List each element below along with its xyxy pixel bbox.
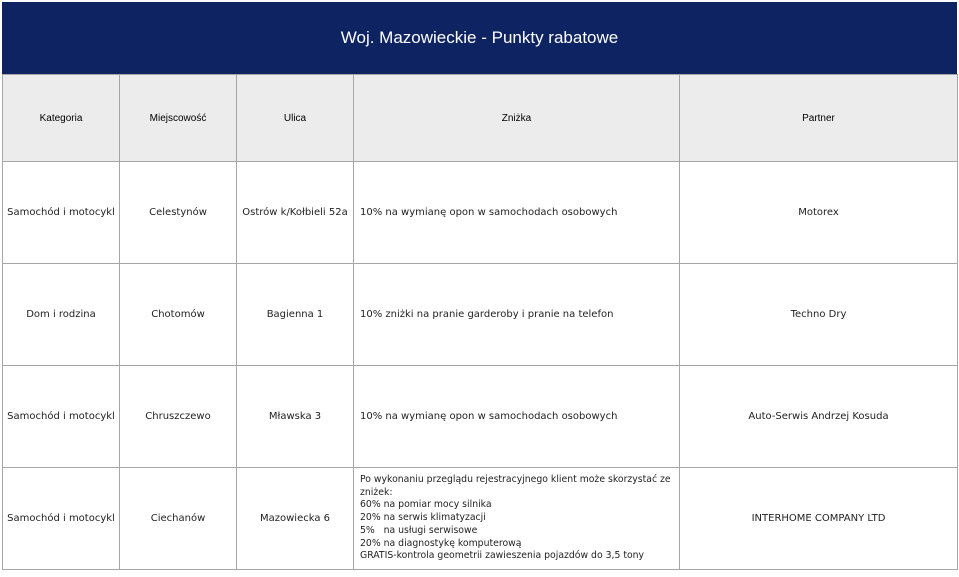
discount-cell: 10% na wymianę opon w samochodach osobowych: [354, 162, 680, 264]
column-header-category: Kategoria: [3, 75, 120, 162]
street-cell: Mławska 3: [237, 366, 354, 468]
table-row: [3, 162, 958, 264]
header-row: [3, 75, 958, 162]
city-cell: Chruszczewo: [120, 366, 237, 468]
column-header-street: Ulica: [237, 75, 354, 162]
discount-cell: 10% na wymianę opon w samochodach osobowych: [354, 366, 680, 468]
table-row: [3, 264, 958, 366]
sheet-title: Woj. Mazowieckie - Punkty rabatowe: [2, 2, 957, 74]
discount-table: [2, 74, 958, 570]
category-cell: Samochód i motocykl: [3, 366, 120, 468]
city-cell: Chotomów: [120, 264, 237, 366]
partner-cell: Motorex: [680, 162, 958, 264]
category-cell: Dom i rodzina: [3, 264, 120, 366]
city-cell: Ciechanów: [120, 468, 237, 570]
discount-line: 20% na serwis klimatyzacji: [360, 512, 486, 524]
category-cell: Samochód i motocykl: [3, 468, 120, 570]
column-header-discount: Zniżka: [354, 75, 680, 162]
table-row: [3, 468, 958, 570]
category-cell: Samochód i motocykl: [3, 162, 120, 264]
partner-cell: INTERHOME COMPANY LTD: [680, 468, 958, 570]
table-row: [3, 366, 958, 468]
partner-cell: Auto-Serwis Andrzej Kosuda: [680, 366, 958, 468]
discount-line: Po wykonaniu przeglądu rejestracyjnego klient może skorzystać ze zniżek:: [360, 474, 671, 498]
partner-cell: Techno Dry: [680, 264, 958, 366]
discount-cell: 10% zniżki na pranie garderoby i pranie na telefon: [354, 264, 680, 366]
discount-line: 20% na diagnostykę komputerową: [360, 537, 522, 549]
street-cell: Ostrów k/Kołbieli 52a: [237, 162, 354, 264]
column-header-city: Miejscowość: [120, 75, 237, 162]
discount-line: GRATIS-kontrola geometrii zawieszenia pojazdów do 3,5 tony: [360, 550, 645, 562]
street-cell: Mazowiecka 6: [237, 468, 354, 570]
discount-line: 60% na pomiar mocy silnika: [360, 499, 492, 511]
city-cell: Celestynów: [120, 162, 237, 264]
column-header-partner: Partner: [680, 75, 958, 162]
discount-cell: [354, 468, 680, 570]
street-cell: Bagienna 1: [237, 264, 354, 366]
discount-line: 5% na usługi serwisowe: [360, 524, 478, 536]
